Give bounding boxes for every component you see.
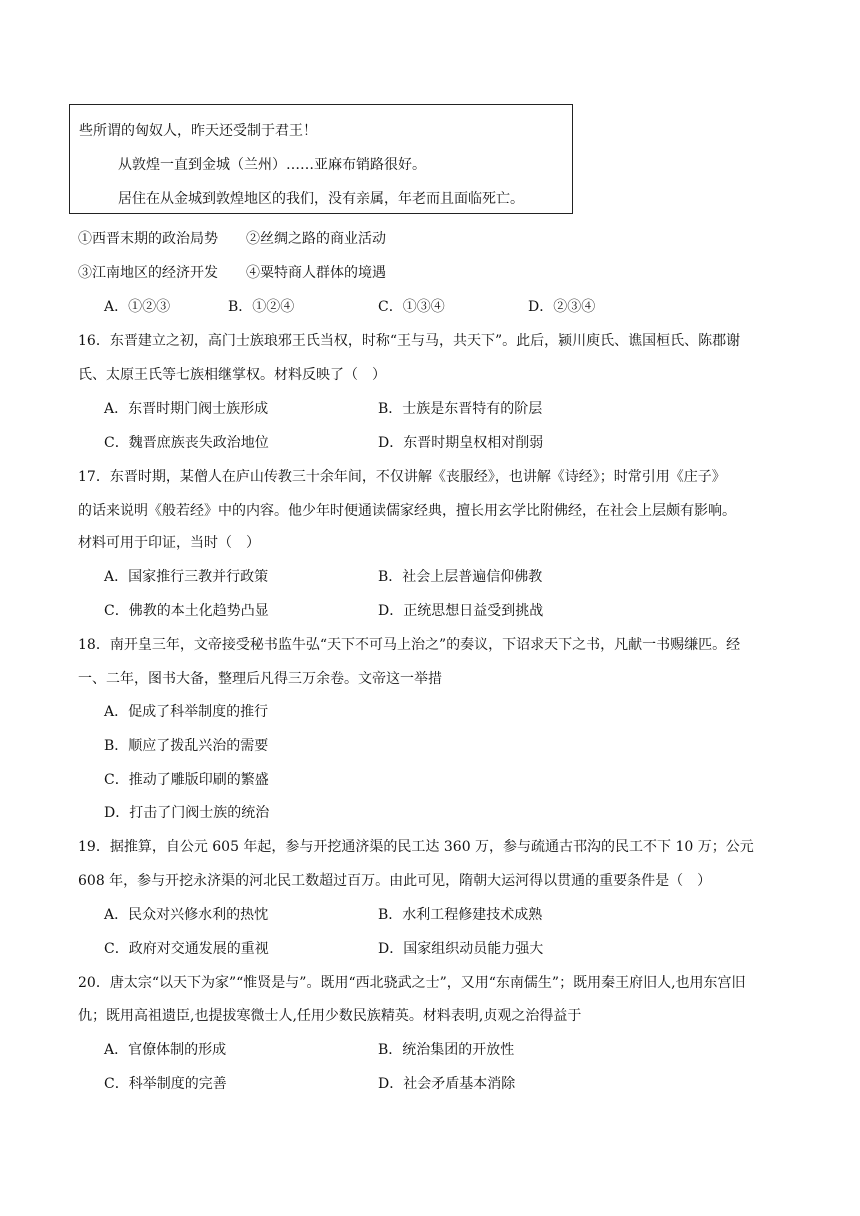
q20-stem-line-1: 20．唐太宗“以天下为家”“惟贤是与”。既用“西北骁武之士”，又用“东南儒生”；既用秦王府旧人,也用东宫旧 [78,975,746,991]
q19-stem-line-1: 19．据推算，自公元 605 年起，参与开挖通济渠的民工达 360 万，参与疏通古邗沟的民工不下 10 万；公元 [78,839,754,855]
q20-option-a: A．官僚体制的形成 [104,1042,227,1058]
q16-option-c: C．魏晋庶族丧失政治地位 [104,435,269,451]
q20-option-d: D．社会矛盾基本消除 [378,1076,516,1092]
quote-line-1: 些所谓的匈奴人，昨天还受制于君王！ [79,123,317,139]
q15-option-c: C．①③④ [378,299,445,315]
q18-option-b: B．顺应了拨乱兴治的需要 [104,738,269,754]
q18-option-c: C．推动了雕版印刷的繁盛 [104,772,269,788]
q17-stem-line-1: 17．东晋时期，某僧人在庐山传教三十余年间，不仅讲解《丧服经》，也讲解《诗经》；时常引用《庄子》 [78,469,726,485]
q20-stem-line-2: 仇；既用高祖遗臣,也提拔寒微士人,任用少数民族精英。材料表明,贞观之治得益于 [78,1008,582,1024]
q15-item-2: ②丝绸之路的商业活动 [246,231,386,247]
q19-option-b: B．水利工程修建技术成熟 [378,907,543,923]
q16-stem-line-2: 氏、太原王氏等七族相继掌权。材料反映了（ ） [78,367,386,383]
quote-line-2: 从敦煌一直到金城（兰州）……亚麻布销路很好。 [118,157,426,173]
q18-stem-line-2: 一、二年，图书大备，整理后凡得三万余卷。文帝这一举措 [78,671,442,687]
q19-option-d: D．国家组织动员能力强大 [378,941,544,957]
q20-option-c: C．科举制度的完善 [104,1076,227,1092]
q20-option-b: B．统治集团的开放性 [378,1042,515,1058]
q15-option-b: B．①②④ [228,299,295,315]
q17-option-b: B．社会上层普遍信仰佛教 [378,569,543,585]
q16-option-d: D．东晋时期皇权相对削弱 [378,435,544,451]
q17-option-a: A．国家推行三教并行政策 [104,569,269,585]
q18-stem-line-1: 18．南开皇三年，文帝接受秘书监牛弘“天下不可马上治之”的奏议，下诏求天下之书，凡献一书赐缣匹。经 [78,637,741,653]
q19-stem-line-2: 608 年，参与开挖永济渠的河北民工数超过百万。由此可见，隋朝大运河得以贯通的重要条件是（ ） [78,873,712,889]
q16-option-b: B．士族是东晋特有的阶层 [378,401,543,417]
q17-stem-line-2: 的话来说明《般若经》中的内容。他少年时便通读儒家经典，擅长用玄学比附佛经，在社会上层颇有影响。 [78,503,736,519]
quote-line-3: 居住在从金城到敦煌地区的我们，没有亲属，年老而且面临死亡。 [118,191,524,207]
q19-option-c: C．政府对交通发展的重视 [104,941,269,957]
q15-option-a: A．①②③ [104,299,171,315]
q16-option-a: A．东晋时期门阀士族形成 [104,401,269,417]
q15-item-1: ①西晋末期的政治局势 [78,231,218,247]
q18-option-a: A．促成了科举制度的推行 [104,704,269,720]
q16-stem-line-1: 16．东晋建立之初，高门士族琅邪王氏当权，时称“王与马，共天下”。此后，颍川庾氏、谯国桓氏、陈郡谢 [78,333,741,349]
q17-option-d: D．正统思想日益受到挑战 [378,603,544,619]
quote-box [69,104,573,214]
q17-option-c: C．佛教的本土化趋势凸显 [104,603,269,619]
q18-option-d: D．打击了门阀士族的统治 [104,805,270,821]
q17-stem-line-3: 材料可用于印证，当时（ ） [78,535,260,551]
q19-option-a: A．民众对兴修水利的热忱 [104,907,269,923]
q15-item-4: ④粟特商人群体的境遇 [246,265,386,281]
q15-item-3: ③江南地区的经济开发 [78,265,218,281]
q15-option-d: D．②③④ [528,299,596,315]
